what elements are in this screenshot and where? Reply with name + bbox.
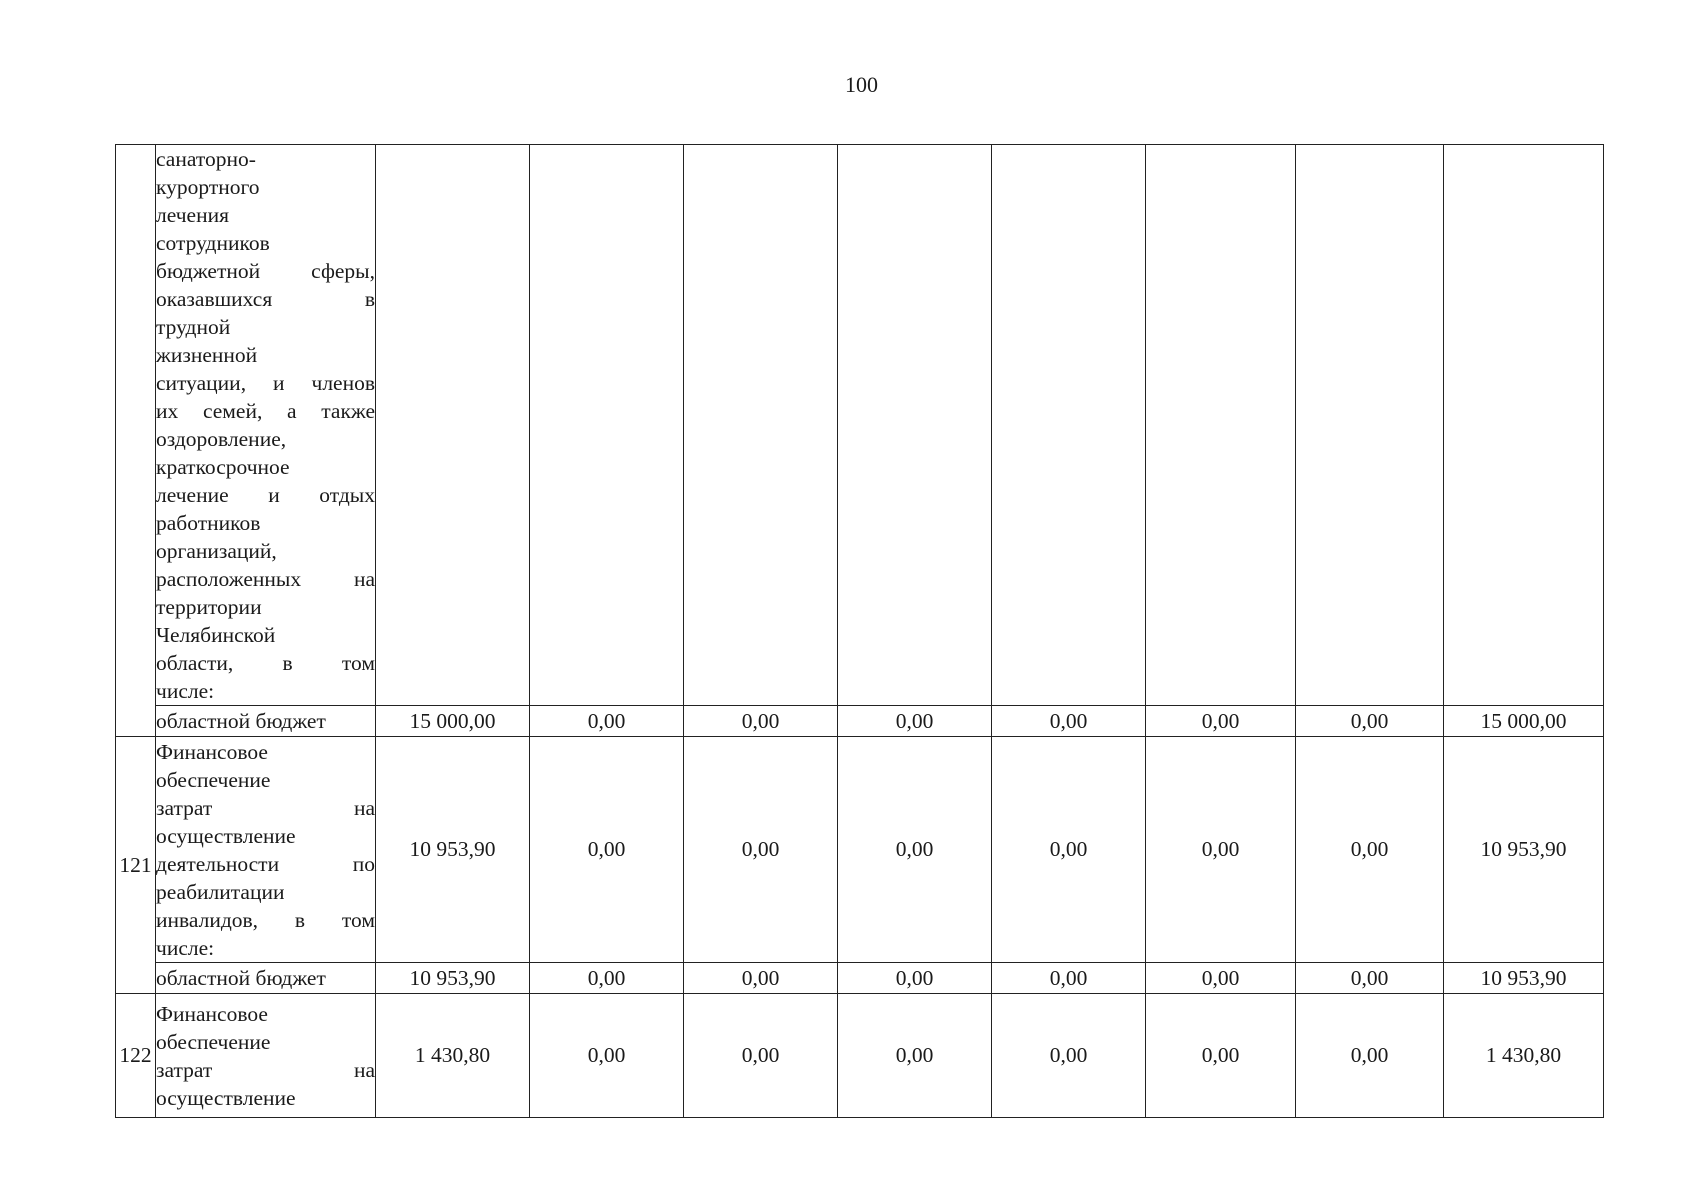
value-cell: 0,00 <box>992 706 1146 737</box>
value-cell: 0,00 <box>992 737 1146 963</box>
funding-source-label: областной бюджет <box>156 706 376 737</box>
value-cell: 0,00 <box>1296 963 1444 994</box>
value-cell: 0,00 <box>838 963 992 994</box>
value-cell: 1 430,80 <box>1444 994 1604 1118</box>
description-line: обеспечение <box>156 1029 271 1054</box>
value-cell <box>684 145 838 706</box>
value-cell: 10 953,90 <box>1444 963 1604 994</box>
value-cell: 0,00 <box>1146 994 1296 1118</box>
description-line: сотрудников <box>156 231 270 255</box>
description-line: Финансовое <box>156 739 268 764</box>
value-cell <box>1444 145 1604 706</box>
description-line: затрат на <box>156 1057 375 1082</box>
description-line: трудной <box>156 315 231 339</box>
table-body <box>116 145 1604 1118</box>
description-line: оказавшихся в <box>156 287 375 311</box>
value-cell: 0,00 <box>1146 706 1296 737</box>
value-cell: 0,00 <box>838 994 992 1118</box>
description-line: осуществление <box>156 1085 296 1110</box>
funding-source-row <box>116 963 1604 994</box>
description-line: лечение и отдых <box>156 483 375 507</box>
description-line: территории <box>156 595 262 619</box>
description-line: инвалидов, в том <box>156 907 375 932</box>
description-line: лечения <box>156 203 229 227</box>
funding-source-row <box>116 706 1604 737</box>
description-line: расположенных на <box>156 567 375 591</box>
funding-source-label: областной бюджет <box>156 963 376 994</box>
value-cell <box>838 145 992 706</box>
description-line: курортного <box>156 175 260 199</box>
value-cell: 10 953,90 <box>376 737 530 963</box>
row-description <box>156 994 376 1118</box>
description-line: реабилитации <box>156 879 285 904</box>
budget-table <box>115 144 1604 1118</box>
description-line: санаторно- <box>156 147 256 171</box>
description-line: оздоровление, <box>156 427 287 451</box>
value-cell: 0,00 <box>838 737 992 963</box>
row-number: 122 <box>116 994 156 1118</box>
description-line: организаций, <box>156 539 277 563</box>
description-line: Челябинской <box>156 623 276 647</box>
row-description <box>156 737 376 963</box>
value-cell: 0,00 <box>530 963 684 994</box>
value-cell: 15 000,00 <box>1444 706 1604 737</box>
value-cell: 0,00 <box>838 706 992 737</box>
table-row <box>116 994 1604 1118</box>
value-cell: 0,00 <box>1296 994 1444 1118</box>
value-cell <box>1296 145 1444 706</box>
description-line: ситуации, и членов <box>156 371 375 395</box>
description-line: затрат на <box>156 795 375 820</box>
value-cell: 0,00 <box>530 994 684 1118</box>
description-line: Финансовое <box>156 1001 268 1026</box>
description-line: бюджетной сферы, <box>156 259 375 283</box>
description-line: работников <box>156 511 261 535</box>
description-line: осуществление <box>156 823 296 848</box>
value-cell: 0,00 <box>684 737 838 963</box>
description-line: их семей, а также <box>156 399 375 423</box>
row-description <box>156 145 376 706</box>
description-line: обеспечение <box>156 767 271 792</box>
value-cell <box>376 145 530 706</box>
value-cell <box>530 145 684 706</box>
table-row <box>116 145 1604 706</box>
value-cell: 0,00 <box>992 963 1146 994</box>
value-cell: 10 953,90 <box>376 963 530 994</box>
page-number: 100 <box>845 72 878 97</box>
description-line: деятельности по <box>156 851 375 876</box>
value-cell: 0,00 <box>684 963 838 994</box>
value-cell: 0,00 <box>1296 737 1444 963</box>
description-line: краткосрочное <box>156 455 290 479</box>
description-line: числе: <box>156 679 215 703</box>
description-line: числе: <box>156 935 215 960</box>
value-cell: 10 953,90 <box>1444 737 1604 963</box>
value-cell: 0,00 <box>684 706 838 737</box>
description-line: области, в том <box>156 651 375 675</box>
value-cell <box>992 145 1146 706</box>
value-cell: 0,00 <box>1296 706 1444 737</box>
row-number: 121 <box>116 737 156 994</box>
description-line: жизненной <box>156 343 258 367</box>
value-cell: 1 430,80 <box>376 994 530 1118</box>
value-cell: 0,00 <box>530 737 684 963</box>
value-cell: 0,00 <box>530 706 684 737</box>
row-number <box>116 145 156 737</box>
value-cell: 0,00 <box>1146 737 1296 963</box>
value-cell: 0,00 <box>684 994 838 1118</box>
table-row <box>116 737 1604 963</box>
value-cell: 0,00 <box>992 994 1146 1118</box>
value-cell <box>1146 145 1296 706</box>
value-cell: 15 000,00 <box>376 706 530 737</box>
value-cell: 0,00 <box>1146 963 1296 994</box>
